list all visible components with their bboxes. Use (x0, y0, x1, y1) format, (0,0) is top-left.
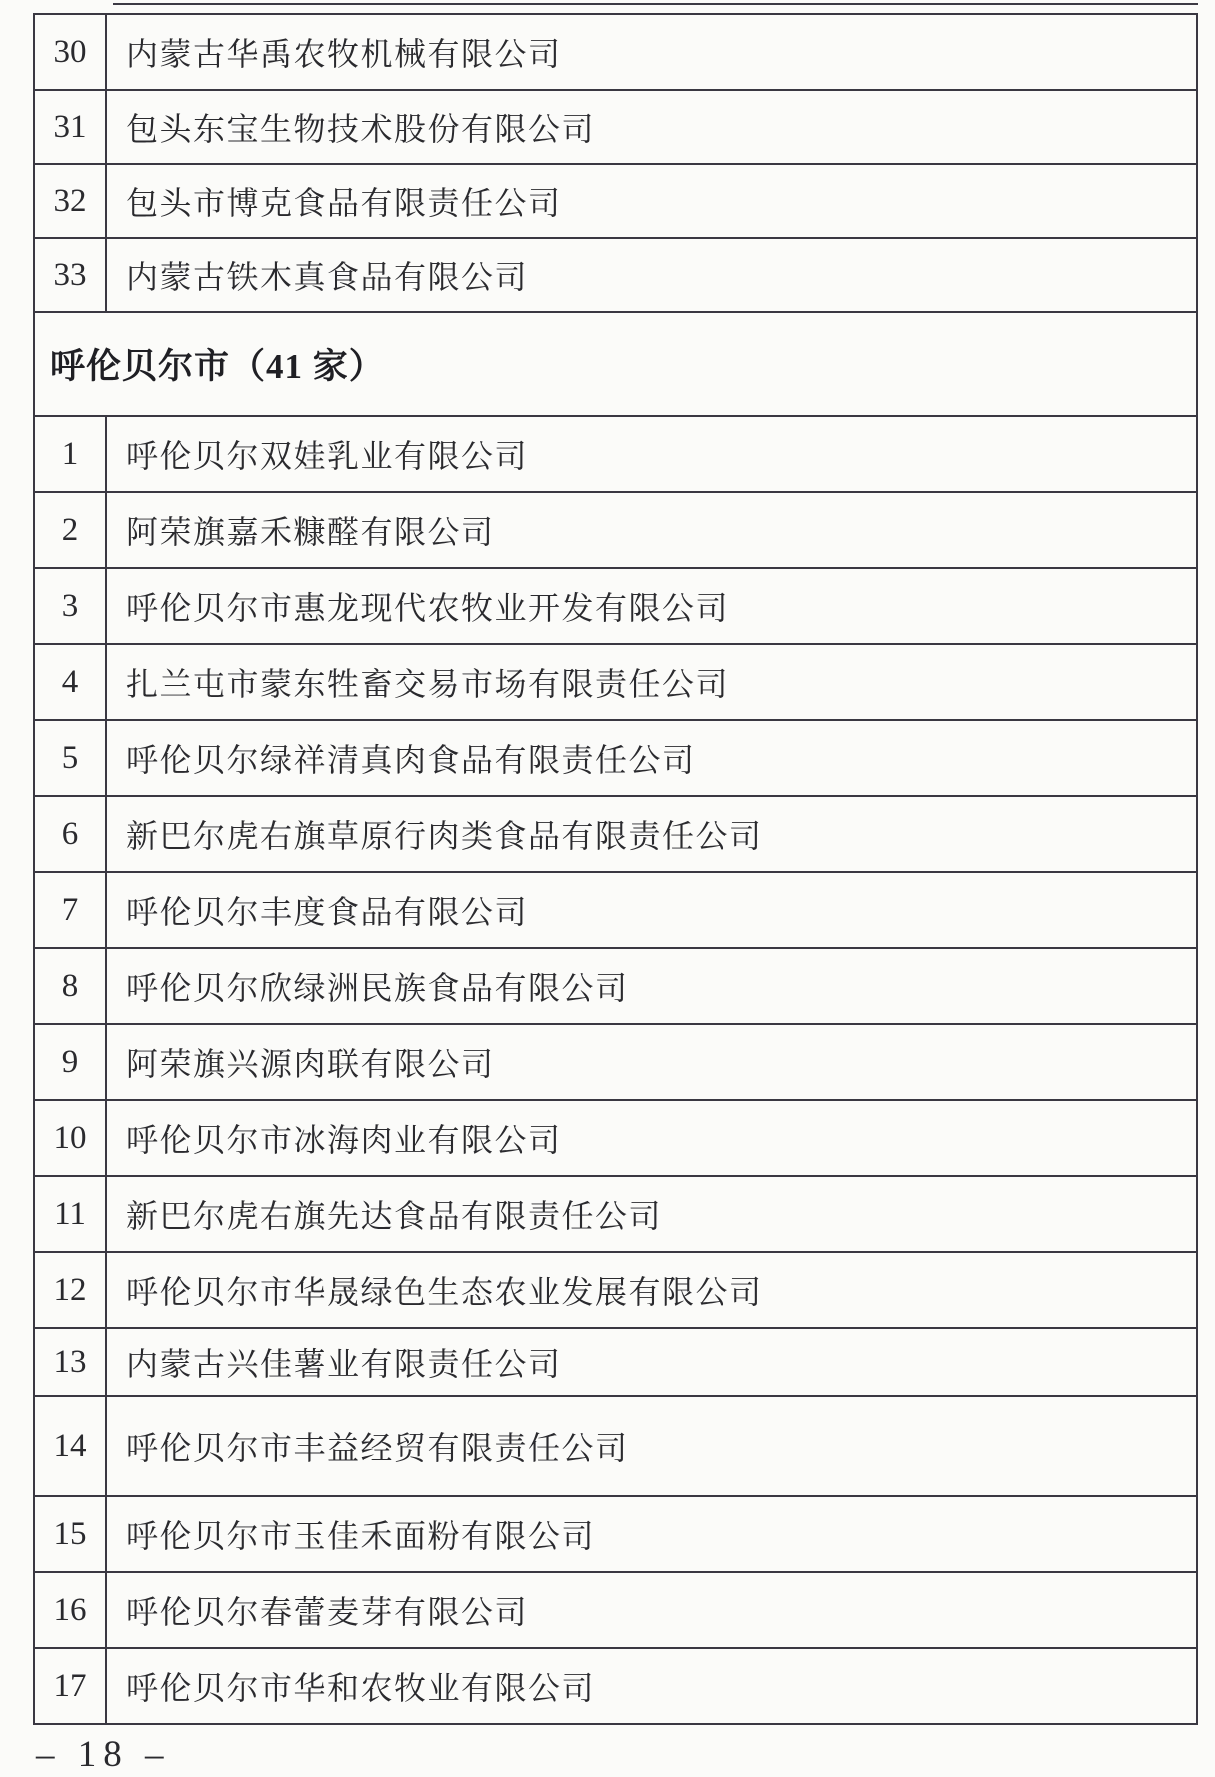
row-number: 9 (35, 1025, 107, 1099)
company-name: 扎兰屯市蒙东牲畜交易市场有限责任公司 (126, 666, 730, 702)
row-number: 17 (35, 1649, 107, 1723)
section-header-title: 呼伦贝尔市（41 家） (50, 347, 385, 386)
company-name: 呼伦贝尔市冰海肉业有限公司 (126, 1122, 562, 1158)
company-name: 呼伦贝尔绿祥清真肉食品有限责任公司 (126, 742, 696, 778)
company-name: 包头市博克食品有限责任公司 (126, 185, 562, 221)
previous-row-border-artifact (113, 3, 1198, 5)
row-number: 12 (35, 1253, 107, 1327)
table-row (35, 1175, 1196, 1251)
company-name: 呼伦贝尔春蕾麦芽有限公司 (126, 1594, 529, 1630)
company-name: 呼伦贝尔市华晟绿色生态农业发展有限公司 (126, 1274, 763, 1310)
table-row (35, 15, 1196, 89)
table-section-continued (35, 15, 1196, 311)
table-row (35, 1647, 1196, 1723)
table-row (35, 415, 1196, 491)
row-number: 30 (35, 15, 107, 89)
row-number: 10 (35, 1101, 107, 1175)
company-name: 新巴尔虎右旗草原行肉类食品有限责任公司 (126, 818, 763, 854)
row-number: 4 (35, 645, 107, 719)
company-name: 呼伦贝尔欣绿洲民族食品有限公司 (126, 970, 629, 1006)
table-row (35, 1571, 1196, 1647)
table-row (35, 871, 1196, 947)
company-name: 包头东宝生物技术股份有限公司 (126, 111, 596, 147)
company-name: 内蒙古华禹农牧机械有限公司 (126, 36, 562, 72)
row-number: 11 (35, 1177, 107, 1251)
row-number: 33 (35, 239, 107, 311)
row-number: 14 (35, 1397, 107, 1495)
row-number: 32 (35, 165, 107, 237)
table-row (35, 947, 1196, 1023)
company-name: 内蒙古兴佳薯业有限责任公司 (126, 1346, 562, 1382)
table-row (35, 567, 1196, 643)
table-row (35, 1327, 1196, 1395)
table-row (35, 491, 1196, 567)
company-name: 呼伦贝尔市惠龙现代农牧业开发有限公司 (126, 590, 730, 626)
row-number: 7 (35, 873, 107, 947)
table-row (35, 1251, 1196, 1327)
company-name: 阿荣旗兴源肉联有限公司 (126, 1046, 495, 1082)
row-number: 2 (35, 493, 107, 567)
row-number: 16 (35, 1573, 107, 1647)
row-number: 8 (35, 949, 107, 1023)
company-name: 呼伦贝尔丰度食品有限公司 (126, 894, 529, 930)
page-number: – 18 – (36, 1734, 171, 1775)
table-section-hulunbuir (35, 415, 1196, 1723)
company-table (33, 13, 1198, 1725)
table-row (35, 795, 1196, 871)
row-number: 13 (35, 1329, 107, 1395)
row-number: 15 (35, 1497, 107, 1571)
row-number: 31 (35, 91, 107, 163)
table-row (35, 163, 1196, 237)
row-number: 1 (35, 417, 107, 491)
row-number: 3 (35, 569, 107, 643)
company-name: 新巴尔虎右旗先达食品有限责任公司 (126, 1198, 663, 1234)
company-name: 呼伦贝尔市丰益经贸有限责任公司 (126, 1430, 629, 1466)
table-row (35, 719, 1196, 795)
section-header-row (35, 311, 1196, 415)
company-name: 呼伦贝尔双娃乳业有限公司 (126, 438, 529, 474)
table-row (35, 1495, 1196, 1571)
table-row (35, 1099, 1196, 1175)
row-number: 5 (35, 721, 107, 795)
table-row (35, 1395, 1196, 1495)
row-number: 6 (35, 797, 107, 871)
company-name: 阿荣旗嘉禾糠醛有限公司 (126, 514, 495, 550)
table-row (35, 237, 1196, 311)
company-name: 呼伦贝尔市华和农牧业有限公司 (126, 1670, 596, 1706)
table-row (35, 643, 1196, 719)
company-name: 呼伦贝尔市玉佳禾面粉有限公司 (126, 1518, 596, 1554)
table-row (35, 1023, 1196, 1099)
table-row (35, 89, 1196, 163)
company-name: 内蒙古铁木真食品有限公司 (126, 259, 529, 295)
